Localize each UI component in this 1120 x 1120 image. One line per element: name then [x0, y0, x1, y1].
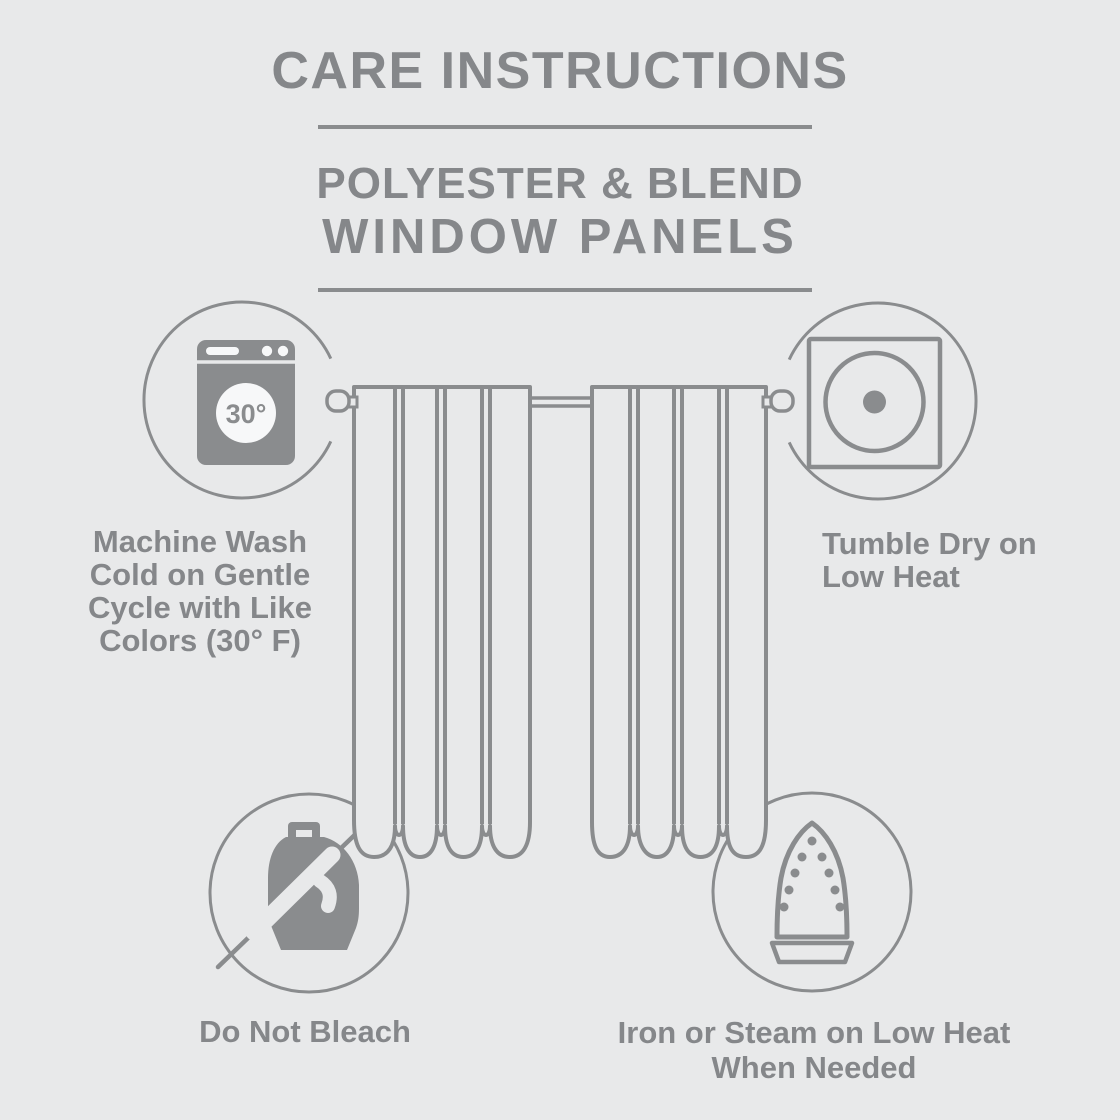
- curtain-left-panel: [354, 387, 530, 857]
- page-title: CARE INSTRUCTIONS: [271, 42, 849, 100]
- material-subtitle-line1: POLYESTER & BLEND: [316, 159, 804, 208]
- caption-line: When Needed: [711, 1050, 917, 1085]
- caption-line: Machine Wash: [92, 524, 308, 559]
- machine-wash-caption: [55, 525, 345, 657]
- caption-line: Cycle with Like: [88, 590, 312, 625]
- curtain-rod: [530, 398, 592, 406]
- caption-line: Low Heat: [822, 559, 960, 594]
- caption-line: Colors (30° F): [99, 623, 301, 658]
- caption-line: Cold on Gentle: [89, 557, 311, 592]
- caption-line: Do Not Bleach: [199, 1014, 411, 1049]
- do-not-bleach-caption: [155, 1015, 455, 1048]
- washing-machine-icon: [197, 340, 295, 465]
- no-bleach-icon: [254, 822, 359, 950]
- tumble-dry-caption: [822, 527, 1037, 593]
- tumble-dryer-icon: [809, 339, 940, 467]
- material-subtitle-line2: WINDOW PANELS: [322, 210, 798, 264]
- iron-heel-band: [772, 943, 852, 962]
- caption-line: Tumble Dry on: [822, 526, 1037, 561]
- curtain-panels: [327, 387, 793, 857]
- caption-line: Iron or Steam on Low Heat: [617, 1015, 1011, 1050]
- wash-temperature-label: 30°: [225, 399, 267, 429]
- iron-caption: [593, 1015, 1035, 1085]
- iron-icon: [772, 823, 852, 962]
- curtain-right-panel: [592, 387, 766, 857]
